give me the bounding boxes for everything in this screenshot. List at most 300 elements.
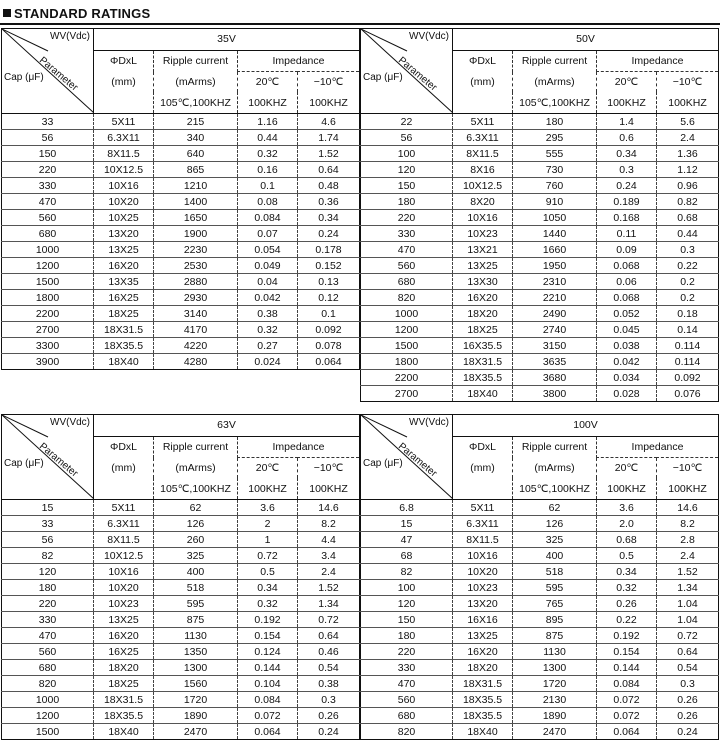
cap-cell: 150 (361, 612, 453, 628)
ripple-cell: 3150 (513, 338, 597, 354)
ripple-unit: (mArms) (513, 72, 597, 93)
impedance-20c-cell: 0.038 (597, 338, 657, 354)
table-row (361, 386, 719, 402)
cap-cell: 180 (2, 580, 94, 596)
impedance-minus10c-freq: 100KHZ (657, 92, 719, 113)
ratings-table-100v (360, 414, 719, 740)
impedance-minus10c-cell: 0.72 (657, 628, 719, 644)
impedance-20c-cell: 0.5 (597, 548, 657, 564)
wv-label: WV(Vdc) (409, 417, 449, 428)
dxl-cell: 18X40 (453, 724, 513, 740)
ripple-cell: 1400 (154, 194, 238, 210)
ripple-cell: 910 (513, 194, 597, 210)
dxl-header: ΦDxL (453, 50, 513, 72)
ripple-cell: 3635 (513, 354, 597, 370)
impedance-20c-cell: 1.4 (597, 114, 657, 130)
ripple-header: Ripple current (154, 436, 238, 458)
impedance-minus10c-cell: 1.34 (657, 580, 719, 596)
dxl-cell: 10X16 (94, 564, 154, 580)
ripple-cell: 895 (513, 612, 597, 628)
table-row (2, 226, 360, 242)
dxl-cell: 18X35.5 (453, 692, 513, 708)
impedance-20c-cell: 0.22 (597, 612, 657, 628)
ripple-condition: 105℃,100KHZ (154, 478, 238, 499)
dxl-cell: 10X12.5 (94, 162, 154, 178)
table-row (361, 226, 719, 242)
impedance-minus10c-cell: 2.4 (657, 130, 719, 146)
dxl-cell: 13X25 (453, 628, 513, 644)
dxl-cell: 18X31.5 (453, 676, 513, 692)
impedance-20c-cell: 0.34 (238, 580, 298, 596)
cap-cell: 3300 (2, 338, 94, 354)
table-row (2, 146, 360, 162)
impedance-minus10c-cell: 0.64 (298, 628, 360, 644)
ripple-cell: 260 (154, 532, 238, 548)
ripple-cell: 1210 (154, 178, 238, 194)
impedance-20c-cell: 0.07 (238, 226, 298, 242)
dxl-cell: 10X20 (94, 580, 154, 596)
impedance-20c-cell: 0.072 (597, 708, 657, 724)
impedance-minus10c-cell: 0.3 (298, 692, 360, 708)
table-row (361, 692, 719, 708)
impedance-20c: 20℃ (238, 458, 298, 479)
table-row (2, 532, 360, 548)
ripple-header: Ripple current (513, 50, 597, 72)
table-row (361, 242, 719, 258)
impedance-minus10c-cell: 0.152 (298, 258, 360, 274)
table-row (361, 370, 719, 386)
ripple-cell: 1130 (154, 628, 238, 644)
ripple-cell: 595 (154, 596, 238, 612)
table-row (361, 628, 719, 644)
ripple-cell: 1300 (154, 660, 238, 676)
table-row (2, 612, 360, 628)
impedance-minus10c-cell: 0.22 (657, 258, 719, 274)
dxl-cell: 6.3X11 (94, 516, 154, 532)
impedance-minus10c-cell: 0.1 (298, 306, 360, 322)
ripple-cell: 325 (154, 548, 238, 564)
impedance-header: Impedance (597, 50, 719, 72)
impedance-20c-cell: 0.72 (238, 548, 298, 564)
dxl-cell: 16X20 (94, 628, 154, 644)
dxl-header: ΦDxL (94, 50, 154, 72)
impedance-minus10c-cell: 0.24 (657, 724, 719, 740)
ripple-cell: 555 (513, 146, 597, 162)
ripple-cell: 2470 (154, 724, 238, 740)
wv-label: WV(Vdc) (50, 417, 90, 428)
corner-header-cell (2, 415, 94, 500)
impedance-20c-cell: 0.054 (238, 242, 298, 258)
dxl-unit: (mm) (94, 72, 154, 93)
cap-cell: 680 (361, 708, 453, 724)
impedance-minus10c-cell: 0.24 (298, 724, 360, 740)
title-rule (0, 23, 720, 25)
impedance-minus10c-freq: 100KHZ (298, 92, 360, 113)
dxl-cell: 13X30 (453, 274, 513, 290)
impedance-minus10c-cell: 0.3 (657, 242, 719, 258)
impedance-20c-cell: 0.049 (238, 258, 298, 274)
ripple-cell: 3680 (513, 370, 597, 386)
voltage-header: 63V (94, 415, 360, 437)
ripple-cell: 126 (513, 516, 597, 532)
impedance-20c-cell: 0.154 (597, 644, 657, 660)
cap-cell: 330 (361, 660, 453, 676)
ripple-cell: 760 (513, 178, 597, 194)
dxl-cell: 6.3X11 (453, 130, 513, 146)
impedance-minus10c-cell: 1.04 (657, 596, 719, 612)
table-row (2, 644, 360, 660)
cap-cell: 560 (2, 210, 94, 226)
ripple-cell: 1900 (154, 226, 238, 242)
impedance-20c-cell: 0.16 (238, 162, 298, 178)
dxl-cell: 18X31.5 (94, 692, 154, 708)
cap-cell: 82 (2, 548, 94, 564)
dxl-blank (94, 92, 154, 113)
dxl-cell: 16X25 (94, 644, 154, 660)
cap-label: Cap (μF) (363, 72, 403, 83)
table-row (2, 194, 360, 210)
cap-cell: 1500 (361, 338, 453, 354)
impedance-minus10c: −10℃ (298, 72, 360, 93)
ripple-cell: 62 (513, 500, 597, 516)
impedance-20c-cell: 3.6 (238, 500, 298, 516)
impedance-20c-cell: 0.072 (597, 692, 657, 708)
impedance-20c-cell: 0.034 (597, 370, 657, 386)
impedance-20c-cell: 0.052 (597, 306, 657, 322)
impedance-minus10c-cell: 0.12 (298, 290, 360, 306)
impedance-minus10c-cell: 0.078 (298, 338, 360, 354)
impedance-20c-cell: 0.104 (238, 676, 298, 692)
parameter-label: Parameter (36, 55, 80, 94)
ripple-header: Ripple current (513, 436, 597, 458)
impedance-minus10c-cell: 1.52 (298, 146, 360, 162)
page-title-text: STANDARD RATINGS (14, 5, 151, 21)
impedance-20c-cell: 1 (238, 532, 298, 548)
impedance-20c-cell: 0.34 (597, 564, 657, 580)
cap-cell: 220 (2, 596, 94, 612)
impedance-minus10c-cell: 0.076 (657, 386, 719, 402)
ripple-cell: 1890 (154, 708, 238, 724)
impedance-minus10c-cell: 3.4 (298, 548, 360, 564)
table-row (361, 194, 719, 210)
ripple-cell: 1130 (513, 644, 597, 660)
impedance-minus10c-cell: 1.36 (657, 146, 719, 162)
table-row (361, 516, 719, 532)
ripple-cell: 325 (513, 532, 597, 548)
cap-cell: 22 (361, 114, 453, 130)
ripple-cell: 62 (154, 500, 238, 516)
cap-cell: 56 (361, 130, 453, 146)
dxl-cell: 16X25 (94, 290, 154, 306)
cap-cell: 1800 (2, 290, 94, 306)
impedance-20c-cell: 0.068 (597, 290, 657, 306)
page-title (3, 5, 150, 21)
dxl-cell: 8X11.5 (453, 146, 513, 162)
dxl-cell: 18X20 (453, 306, 513, 322)
ripple-cell: 180 (513, 114, 597, 130)
dxl-cell: 13X35 (94, 274, 154, 290)
cap-cell: 33 (2, 114, 94, 130)
cap-cell: 82 (361, 564, 453, 580)
cap-cell: 560 (2, 644, 94, 660)
dxl-cell: 18X20 (453, 660, 513, 676)
impedance-minus10c-cell: 1.74 (298, 130, 360, 146)
impedance-minus10c-cell: 0.064 (298, 354, 360, 370)
impedance-minus10c-cell: 5.6 (657, 114, 719, 130)
dxl-cell: 13X21 (453, 242, 513, 258)
impedance-minus10c-cell: 0.64 (298, 162, 360, 178)
impedance-20c-cell: 0.27 (238, 338, 298, 354)
impedance-20c-cell: 0.168 (597, 210, 657, 226)
impedance-minus10c-cell: 0.54 (657, 660, 719, 676)
impedance-20c-cell: 0.072 (238, 708, 298, 724)
impedance-minus10c-cell: 8.2 (298, 516, 360, 532)
impedance-minus10c-freq: 100KHZ (298, 478, 360, 499)
ripple-cell: 875 (154, 612, 238, 628)
cap-cell: 680 (2, 226, 94, 242)
impedance-20c-cell: 0.24 (597, 178, 657, 194)
table-row (361, 676, 719, 692)
table-row (2, 596, 360, 612)
ripple-cell: 1890 (513, 708, 597, 724)
table-row (361, 146, 719, 162)
dxl-cell: 18X40 (94, 724, 154, 740)
table-row (2, 516, 360, 532)
cap-cell: 680 (361, 274, 453, 290)
table-row (2, 210, 360, 226)
ripple-header: Ripple current (154, 50, 238, 72)
dxl-cell: 8X11.5 (453, 532, 513, 548)
impedance-minus10c-freq: 100KHZ (657, 478, 719, 499)
cap-cell: 2200 (2, 306, 94, 322)
cap-cell: 3900 (2, 354, 94, 370)
impedance-20c-freq: 100KHZ (238, 478, 298, 499)
dxl-cell: 16X16 (453, 612, 513, 628)
cap-cell: 68 (361, 548, 453, 564)
ripple-cell: 2210 (513, 290, 597, 306)
dxl-unit: (mm) (453, 458, 513, 479)
parameter-label: Parameter (395, 441, 439, 480)
impedance-20c: 20℃ (597, 458, 657, 479)
impedance-minus10c-cell: 0.26 (298, 708, 360, 724)
table-row (2, 628, 360, 644)
impedance-minus10c-cell: 0.18 (657, 306, 719, 322)
table-row (2, 242, 360, 258)
impedance-20c-cell: 0.32 (238, 322, 298, 338)
cap-cell: 1500 (2, 724, 94, 740)
impedance-20c-cell: 0.064 (597, 724, 657, 740)
table-row (2, 338, 360, 354)
corner-header-cell (361, 29, 453, 114)
cap-cell: 56 (2, 130, 94, 146)
cap-cell: 150 (2, 146, 94, 162)
dxl-cell: 10X16 (453, 210, 513, 226)
impedance-20c-cell: 0.192 (597, 628, 657, 644)
dxl-cell: 10X12.5 (94, 548, 154, 564)
cap-cell: 820 (2, 676, 94, 692)
dxl-header: ΦDxL (453, 436, 513, 458)
table-row (361, 338, 719, 354)
impedance-20c-cell: 0.192 (238, 612, 298, 628)
dxl-cell: 10X16 (94, 178, 154, 194)
dxl-cell: 5X11 (453, 114, 513, 130)
cap-cell: 100 (361, 146, 453, 162)
cap-cell: 330 (2, 178, 94, 194)
cap-cell: 820 (361, 724, 453, 740)
ripple-cell: 2930 (154, 290, 238, 306)
table-row (361, 354, 719, 370)
dxl-unit: (mm) (94, 458, 154, 479)
impedance-minus10c-cell: 0.092 (657, 370, 719, 386)
impedance-minus10c-cell: 4.4 (298, 532, 360, 548)
impedance-minus10c-cell: 0.72 (298, 612, 360, 628)
ripple-cell: 4220 (154, 338, 238, 354)
cap-label: Cap (μF) (363, 458, 403, 469)
table-row (361, 532, 719, 548)
impedance-minus10c: −10℃ (298, 458, 360, 479)
table-row (2, 354, 360, 370)
cap-cell: 33 (2, 516, 94, 532)
table-row (361, 596, 719, 612)
dxl-cell: 10X20 (94, 194, 154, 210)
dxl-cell: 8X20 (453, 194, 513, 210)
impedance-minus10c-cell: 0.96 (657, 178, 719, 194)
ripple-cell: 1720 (513, 676, 597, 692)
table-row (361, 274, 719, 290)
ripple-unit: (mArms) (154, 72, 238, 93)
impedance-minus10c-cell: 2.4 (657, 548, 719, 564)
ripple-cell: 518 (513, 564, 597, 580)
cap-cell: 180 (361, 628, 453, 644)
ripple-cell: 4170 (154, 322, 238, 338)
cap-cell: 120 (2, 564, 94, 580)
wv-label: WV(Vdc) (50, 31, 90, 42)
table-row (361, 580, 719, 596)
impedance-minus10c-cell: 8.2 (657, 516, 719, 532)
cap-cell: 220 (361, 644, 453, 660)
impedance-20c-cell: 0.064 (238, 724, 298, 740)
dxl-cell: 10X23 (94, 596, 154, 612)
impedance-20c-cell: 0.68 (597, 532, 657, 548)
ripple-cell: 2470 (513, 724, 597, 740)
table-row (2, 162, 360, 178)
dxl-cell: 16X35.5 (453, 338, 513, 354)
impedance-minus10c-cell: 0.34 (298, 210, 360, 226)
ripple-cell: 2740 (513, 322, 597, 338)
impedance-minus10c-cell: 2.4 (298, 564, 360, 580)
cap-cell: 470 (2, 194, 94, 210)
impedance-minus10c-cell: 14.6 (298, 500, 360, 516)
impedance-minus10c-cell: 4.6 (298, 114, 360, 130)
impedance-20c-cell: 0.1 (238, 178, 298, 194)
ripple-cell: 3800 (513, 386, 597, 402)
table-row (2, 258, 360, 274)
dxl-blank (453, 92, 513, 113)
dxl-cell: 18X35.5 (94, 338, 154, 354)
impedance-20c-cell: 0.028 (597, 386, 657, 402)
cap-cell: 15 (2, 500, 94, 516)
table-row (361, 724, 719, 740)
cap-cell: 1500 (2, 274, 94, 290)
table-row (2, 676, 360, 692)
ripple-cell: 875 (513, 628, 597, 644)
impedance-minus10c-cell: 0.14 (657, 322, 719, 338)
impedance-minus10c-cell: 0.54 (298, 660, 360, 676)
cap-cell: 1000 (2, 242, 94, 258)
impedance-minus10c: −10℃ (657, 458, 719, 479)
dxl-cell: 16X20 (453, 644, 513, 660)
impedance-20c: 20℃ (597, 72, 657, 93)
dxl-cell: 5X11 (94, 500, 154, 516)
impedance-minus10c-cell: 0.24 (298, 226, 360, 242)
ripple-cell: 1660 (513, 242, 597, 258)
dxl-cell: 18X35.5 (94, 708, 154, 724)
impedance-20c-cell: 0.04 (238, 274, 298, 290)
impedance-minus10c-cell: 0.114 (657, 354, 719, 370)
ripple-cell: 2310 (513, 274, 597, 290)
ripple-cell: 295 (513, 130, 597, 146)
table-row (2, 500, 360, 516)
impedance-20c-freq: 100KHZ (238, 92, 298, 113)
impedance-20c-cell: 3.6 (597, 500, 657, 516)
table-row (361, 130, 719, 146)
ripple-cell: 1950 (513, 258, 597, 274)
dxl-cell: 13X25 (94, 612, 154, 628)
impedance-20c-cell: 0.32 (238, 146, 298, 162)
impedance-minus10c-cell: 0.092 (298, 322, 360, 338)
cap-cell: 150 (361, 178, 453, 194)
ripple-condition: 105℃,100KHZ (513, 92, 597, 113)
impedance-20c-cell: 0.144 (238, 660, 298, 676)
impedance-20c-cell: 0.34 (597, 146, 657, 162)
dxl-cell: 18X31.5 (94, 322, 154, 338)
ripple-cell: 400 (513, 548, 597, 564)
table-row (2, 274, 360, 290)
cap-cell: 470 (2, 628, 94, 644)
impedance-20c-cell: 2 (238, 516, 298, 532)
dxl-cell: 6.3X11 (453, 516, 513, 532)
table-row (2, 564, 360, 580)
impedance-minus10c-cell: 1.04 (657, 612, 719, 628)
ripple-cell: 640 (154, 146, 238, 162)
cap-cell: 56 (2, 532, 94, 548)
cap-cell: 2700 (2, 322, 94, 338)
impedance-minus10c-cell: 2.8 (657, 532, 719, 548)
table-row (361, 660, 719, 676)
impedance-header: Impedance (238, 436, 360, 458)
dxl-cell: 5X11 (94, 114, 154, 130)
table-row (2, 114, 360, 130)
cap-cell: 680 (2, 660, 94, 676)
ripple-cell: 4280 (154, 354, 238, 370)
table-row (361, 210, 719, 226)
impedance-header: Impedance (597, 436, 719, 458)
square-bullet-icon (3, 9, 11, 17)
dxl-cell: 10X16 (453, 548, 513, 564)
cap-cell: 220 (361, 210, 453, 226)
impedance-20c-cell: 0.11 (597, 226, 657, 242)
impedance-20c: 20℃ (238, 72, 298, 93)
impedance-minus10c-cell: 1.52 (657, 564, 719, 580)
ripple-cell: 1300 (513, 660, 597, 676)
ratings-table-35v (1, 28, 360, 370)
impedance-20c-cell: 0.32 (238, 596, 298, 612)
table-row (2, 548, 360, 564)
cap-cell: 470 (361, 676, 453, 692)
table-row (361, 114, 719, 130)
table-row (361, 306, 719, 322)
ripple-cell: 3140 (154, 306, 238, 322)
